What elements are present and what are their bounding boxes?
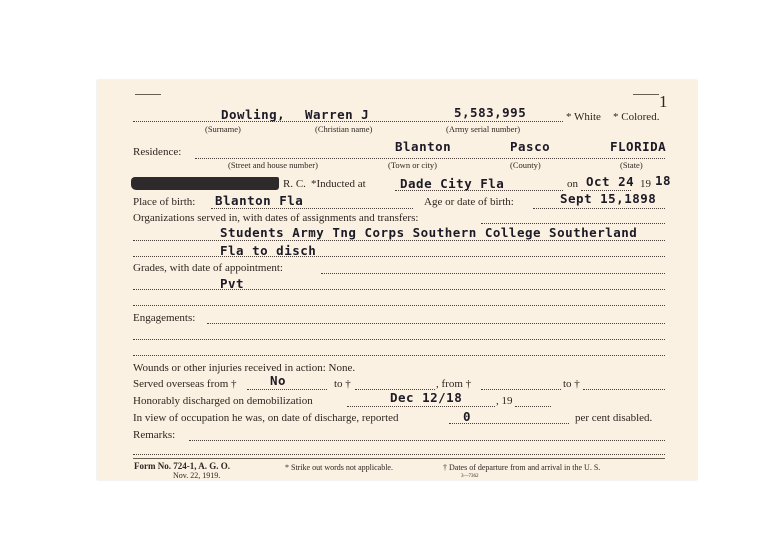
- overseas-to2-line: [583, 389, 665, 390]
- engagements-line-2: [133, 355, 665, 356]
- card-number: 1: [659, 92, 668, 111]
- birth-place-label: Place of birth:: [133, 196, 196, 208]
- year-prefix: 19: [640, 178, 651, 190]
- grades-label: Grades, with date of appointment:: [133, 262, 283, 274]
- inducted-place-value: Dade City Fla: [400, 176, 505, 191]
- overseas-to-label: to †: [334, 378, 351, 390]
- grades-line-0: [321, 273, 665, 274]
- town-value: Blanton: [395, 139, 452, 154]
- organizations-line-0: [481, 223, 665, 224]
- footnote-strike-out: * Strike out words not applicable.: [285, 463, 393, 472]
- form-date: Nov. 22, 1919.: [173, 471, 221, 480]
- occupation-label: In view of occupation he was, on date of discharge, reported: [133, 412, 399, 424]
- birth-place-line: [211, 208, 413, 209]
- county-caption: (County): [510, 160, 541, 170]
- inducted-label: *Inducted at: [311, 178, 366, 190]
- residence-line: [195, 158, 665, 159]
- christian-name-caption: (Christian name): [315, 124, 373, 134]
- remarks-line-0: [189, 440, 665, 441]
- age-label: Age or date of birth:: [424, 196, 514, 208]
- surname-caption: (Surname): [205, 124, 241, 134]
- overseas-from2-label: , from †: [436, 378, 472, 390]
- street-caption: (Street and house number): [228, 160, 318, 170]
- colored-label: * Colored.: [613, 111, 660, 123]
- engagements-label: Engagements:: [133, 312, 196, 324]
- remarks-line-1: [133, 454, 665, 455]
- on-label: on: [567, 178, 578, 190]
- rc-text: R. C.: [283, 178, 306, 190]
- discharge-year-line: [515, 406, 551, 407]
- grade-value: Pvt: [220, 276, 245, 291]
- corner-mark-left: [135, 94, 161, 95]
- year-suffix-value: 18: [655, 173, 672, 188]
- discharge-date-value: Dec 12/18: [390, 390, 463, 405]
- grades-line-1: [133, 289, 665, 290]
- birth-date-line: [533, 208, 665, 209]
- service-record-card: [97, 80, 697, 480]
- birth-place-value: Blanton Fla: [215, 193, 304, 208]
- form-number: Form No. 724-1, A. G. O.: [134, 461, 230, 471]
- wounds-label: Wounds or other injuries received in action: None.: [133, 362, 356, 374]
- serial-number-value: 5,583,995: [454, 105, 527, 120]
- engagements-line-1: [133, 339, 665, 340]
- overseas-value: No: [270, 373, 287, 388]
- white-label: * White: [566, 111, 601, 123]
- inducted-date-value: Oct 24: [586, 174, 635, 189]
- overseas-from2-line: [481, 389, 561, 390]
- overseas-from-line: [247, 389, 327, 390]
- organizations-line-1: [133, 240, 665, 241]
- organizations-label: Organizations served in, with dates of assignments and transfers:: [133, 212, 419, 224]
- county-value: Pasco: [510, 139, 551, 154]
- organizations-line1-value: Students Army Tng Corps Southern College Southerland: [220, 225, 638, 240]
- corner-mark-right: [633, 94, 659, 95]
- state-caption: (State): [620, 160, 643, 170]
- disabled-label: per cent disabled.: [575, 412, 653, 424]
- disability-value: 0: [463, 409, 472, 424]
- residence-label: Residence:: [133, 146, 182, 158]
- overseas-to2-label: to †: [563, 378, 580, 390]
- overseas-label: Served overseas from †: [133, 378, 237, 390]
- discharge-label: Honorably discharged on demobilization: [133, 395, 313, 407]
- engagements-line-0: [207, 323, 665, 324]
- discharge-year-label: , 19: [496, 395, 513, 407]
- redaction-mark: [131, 177, 279, 190]
- discharge-date-line: [347, 406, 495, 407]
- remarks-label: Remarks:: [133, 429, 176, 441]
- organizations-line-2: [133, 256, 665, 257]
- print-code: 3—7362: [461, 474, 479, 479]
- surname-value: Dowling,: [221, 107, 286, 122]
- town-caption: (Town or city): [388, 160, 437, 170]
- christian-name-value: Warren J: [305, 107, 370, 122]
- footnote-dates: † Dates of departure from and arrival in the U. S.: [443, 463, 601, 472]
- grades-line-2: [133, 305, 665, 306]
- serial-caption: (Army serial number): [446, 124, 521, 134]
- state-value: FLORIDA: [610, 139, 667, 154]
- organizations-line2-value: Fla to disch: [220, 243, 317, 258]
- footer-rule: [133, 458, 665, 459]
- birth-date-value: Sept 15,1898: [560, 191, 657, 206]
